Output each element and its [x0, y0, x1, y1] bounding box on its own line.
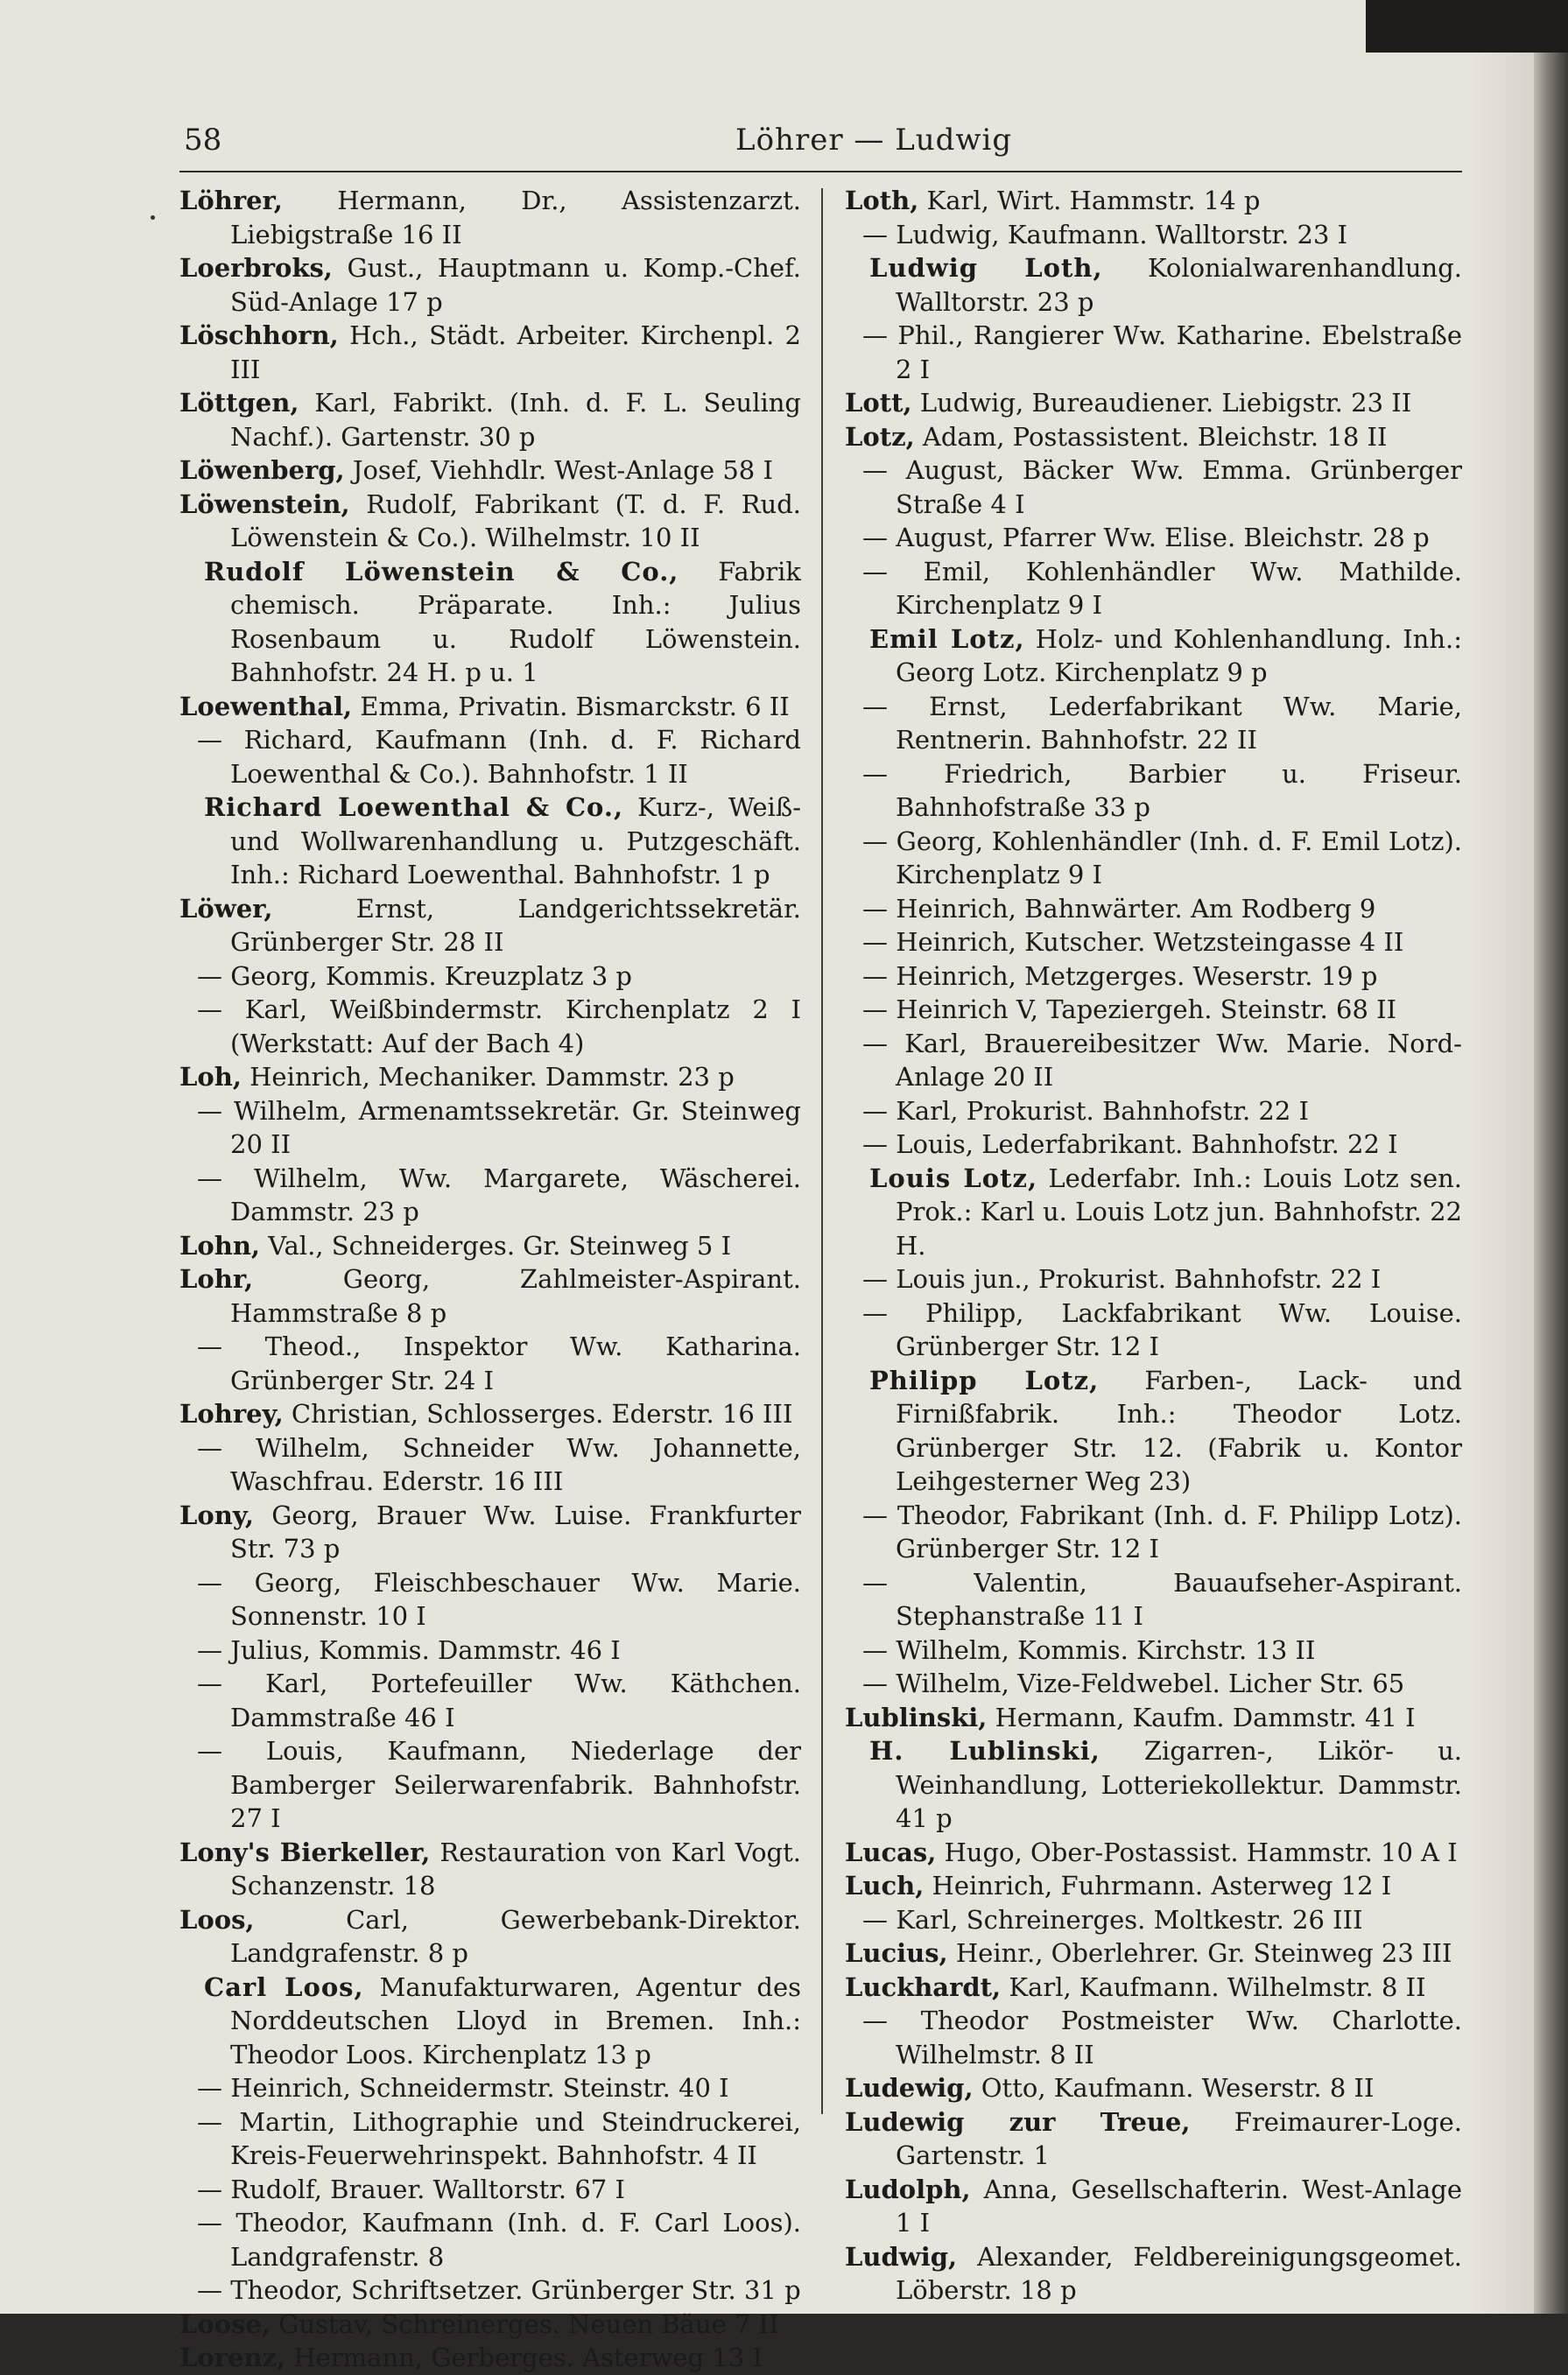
- entry-name: Ludwig,: [845, 2241, 958, 2272]
- entry-name: Luckhardt,: [845, 1971, 1002, 2002]
- entry-details: Carl, Gewerbebank-Direktor. Landgrafenstr. 8 p: [230, 1904, 801, 1968]
- entry-details: — Theodor, Schriftsetzer. Grünberger Str. 31 p: [197, 2275, 801, 2305]
- directory-entry: [179, 790, 801, 892]
- directory-entry: [179, 2173, 801, 2207]
- entry-details: Ludwig, Bureaudiener. Liebigstr. 23 II: [911, 388, 1412, 418]
- directory-entry: [845, 1296, 1462, 1364]
- entry-details: — Georg, Kohlenhändler (Inh. d. F. Emil Lotz). Kirchenplatz 9 I: [862, 826, 1462, 889]
- entry-details: Karl, Fabrikt. (Inh. d. F. L. Seuling Nachf.). Gartenstr. 30 p: [230, 388, 801, 452]
- entry-name: Löttgen,: [179, 388, 299, 418]
- entry-name: Loose,: [179, 2308, 271, 2339]
- entry-details: Heinrich, Fuhrmann. Asterweg 12 I: [924, 1871, 1392, 1901]
- entry-details: Hermann, Gerberges. Asterweg 13 I: [285, 2343, 763, 2372]
- directory-entry: [179, 1734, 801, 1836]
- entry-details: Anna, Gesellschafterin. West-Anlage 1 I: [896, 2174, 1462, 2238]
- entry-details: — Phil., Rangierer Ww. Katharine. Ebelstraße 2 I: [862, 320, 1462, 384]
- directory-entry: [845, 2004, 1462, 2071]
- margin-dot: [151, 215, 155, 220]
- entry-name: Lotz,: [845, 421, 915, 452]
- directory-entry: [179, 993, 801, 1060]
- entry-name: Löwenberg,: [179, 455, 345, 485]
- directory-entry: [179, 251, 801, 319]
- entry-name: Carl Loos,: [204, 1971, 364, 2002]
- entry-details: — Heinrich, Metzgerges. Weserstr. 19 p: [862, 960, 1378, 991]
- entry-details: — Ernst, Lederfabrikant Ww. Marie, Rentnerin. Bahnhofstr. 22 II: [862, 691, 1462, 755]
- directory-entry: [845, 993, 1462, 1027]
- entry-details: Christian, Schlosserges. Ederstr. 16 III: [283, 1399, 793, 1429]
- directory-entry: [845, 2105, 1462, 2173]
- entry-details: — Karl, Weißbindermstr. Kirchenplatz 2 I (Werkstatt: Auf der Bach 4): [197, 994, 801, 1058]
- entry-details: — August, Pfarrer Ww. Elise. Bleichstr. 28 p: [862, 523, 1430, 552]
- directory-entry: [845, 218, 1462, 252]
- directory-entry: [845, 319, 1462, 386]
- entry-details: — August, Bäcker Ww. Emma. Grünberger Straße 4 I: [862, 455, 1462, 519]
- directory-entry: [179, 1094, 801, 1162]
- entry-name: Louis Lotz,: [869, 1163, 1038, 1193]
- directory-entry: [845, 1499, 1462, 1566]
- entry-name: Lohrey,: [179, 1399, 284, 1429]
- entry-details: Lederfabr. Inh.: Louis Lotz sen. Prok.: Karl u. Louis Lotz jun. Bahnhofstr. 22 H.: [896, 1163, 1462, 1261]
- entry-name: Lott,: [845, 388, 912, 418]
- entry-name: Luch,: [845, 1871, 925, 1901]
- entry-details: Restauration von Karl Vogt. Schanzenstr. 18: [230, 1837, 801, 1901]
- entry-details: — Theodor, Kaufmann (Inh. d. F. Carl Loos). Landgrafenstr. 8: [197, 2208, 801, 2272]
- directory-entry: [845, 959, 1462, 994]
- directory-entry: [179, 2308, 801, 2342]
- book-spine: [1534, 0, 1568, 2314]
- scan-background: [1366, 0, 1568, 53]
- directory-entry: [845, 1027, 1462, 1094]
- entry-details: Farben-, Lack- und Firnißfabrik. Inh.: Theodor Lotz. Grünberger Str. 12. (Fabrik u. Kontor Leihgesterner Weg 23): [896, 1365, 1462, 1496]
- entry-details: — Georg, Kommis. Kreuzplatz 3 p: [197, 960, 632, 991]
- entry-details: — Wilhelm, Armenamtssekretär. Gr. Steinweg 20 II: [197, 1095, 801, 1159]
- entry-name: Ludewig,: [845, 2073, 974, 2103]
- directory-entry: [845, 1667, 1462, 1701]
- directory-entry: [179, 2105, 801, 2173]
- page-edge-shadow: [1471, 0, 1534, 2314]
- entry-details: Zigarren-, Likör- u. Weinhandlung, Lotteriekollektur. Dammstr. 41 p: [896, 1736, 1463, 1833]
- entry-name: Emil Lotz,: [869, 623, 1025, 654]
- entry-details: — Theod., Inspektor Ww. Katharina. Grünberger Str. 24 I: [197, 1332, 801, 1395]
- entry-details: Rudolf, Fabrikant (T. d. F. Rud. Löwenstein & Co.). Wilhelmstr. 10 II: [230, 488, 801, 552]
- entry-name: Philipp Lotz,: [869, 1365, 1100, 1395]
- directory-entry: [845, 690, 1462, 757]
- entry-details: Emma, Privatin. Bismarckstr. 6 II: [352, 691, 790, 721]
- entry-details: Heinr., Oberlehrer. Gr. Steinweg 23 III: [947, 1938, 1452, 1968]
- page-header: [184, 123, 1462, 166]
- directory-entry: [179, 723, 801, 790]
- directory-entry: [845, 420, 1462, 454]
- header-rule: [179, 171, 1462, 172]
- directory-entry: [845, 1566, 1462, 1634]
- entry-details: — Heinrich, Kutscher. Wetzsteingasse 4 II: [862, 927, 1404, 957]
- entry-name: Löwer,: [179, 893, 273, 924]
- entry-details: — Karl, Prokurist. Bahnhofstr. 22 I: [862, 1095, 1309, 1126]
- directory-entry: [179, 2206, 801, 2273]
- entry-name: Rudolf Löwenstein & Co.,: [204, 556, 679, 587]
- directory-entry: [845, 251, 1462, 319]
- directory-entry: [179, 959, 801, 994]
- directory-entry: [845, 622, 1462, 690]
- directory-entry: [179, 1566, 801, 1634]
- directory-entry: [179, 184, 801, 251]
- entry-details: — Emil, Kohlenhändler Ww. Mathilde. Kirchenplatz 9 I: [862, 556, 1462, 620]
- directory-entry: [845, 1262, 1462, 1296]
- directory-entry: [845, 925, 1462, 959]
- entry-details: — Richard, Kaufmann (Inh. d. F. Richard Loewenthal & Co.). Bahnhofstr. 1 II: [197, 725, 801, 789]
- directory-entry: [179, 1667, 801, 1734]
- entry-details: Hch., Städt. Arbeiter. Kirchenpl. 2 III: [230, 320, 801, 384]
- directory-entry: [845, 757, 1462, 825]
- entry-details: Hermann, Dr., Assistenzarzt. Liebigstraße 16 II: [230, 186, 801, 249]
- directory-entry: [179, 1903, 801, 1971]
- entry-name: Loth,: [845, 186, 919, 215]
- directory-entry: [845, 555, 1462, 622]
- directory-entry: [179, 892, 801, 959]
- entry-details: — Friedrich, Barbier u. Friseur. Bahnhofstraße 33 p: [862, 758, 1462, 822]
- entry-details: — Karl, Schreinerges. Moltkestr. 26 III: [862, 1904, 1363, 1935]
- entry-details: Val., Schneiderges. Gr. Steinweg 5 I: [260, 1230, 732, 1261]
- entry-name: Lony,: [179, 1500, 254, 1530]
- directory-entry: [179, 1262, 801, 1330]
- entry-details: Hugo, Ober-Postassist. Hammstr. 10 A I: [936, 1837, 1458, 1867]
- directory-entry: [845, 1162, 1462, 1263]
- entry-name: Richard Loewenthal & Co.,: [204, 792, 624, 822]
- directory-entry: [845, 386, 1462, 420]
- directory-entry: [179, 453, 801, 488]
- entry-details: — Ludwig, Kaufmann. Walltorstr. 23 I: [862, 219, 1348, 249]
- directory-entry: [179, 2071, 801, 2105]
- entry-name: Ludolph,: [845, 2174, 971, 2204]
- directory-entry: [845, 453, 1462, 521]
- entry-details: Holz- und Kohlenhandlung. Inh.: Georg Lotz. Kirchenplatz 9 p: [896, 623, 1462, 687]
- entry-name: Lucius,: [845, 1938, 948, 1968]
- entry-details: Heinrich, Mechaniker. Dammstr. 23 p: [241, 1062, 735, 1092]
- entry-name: Löschhorn,: [179, 320, 339, 350]
- directory-entry: [179, 488, 801, 555]
- directory-entry: [179, 1971, 801, 2072]
- directory-entry: [179, 1397, 801, 1431]
- entry-details: — Georg, Fleischbeschauer Ww. Marie. Sonnenstr. 10 I: [197, 1567, 801, 1631]
- entry-name: Loerbroks,: [179, 253, 333, 283]
- directory-entry: [845, 2173, 1462, 2240]
- entry-details: — Philipp, Lackfabrikant Ww. Louise. Grünberger Str. 12 I: [862, 1297, 1462, 1361]
- entry-details: Kurz-, Weiß- und Wollwarenhandlung u. Putzgeschäft. Inh.: Richard Loewenthal. Bahnhofstr. 1 p: [230, 792, 801, 889]
- entry-name: Loewenthal,: [179, 691, 353, 721]
- left-column: [179, 184, 801, 2375]
- entry-details: Gustav, Schreinerges. Neuen Bäue 7 II: [270, 2308, 779, 2339]
- directory-entry: [845, 1094, 1462, 1128]
- directory-entry: [179, 1836, 801, 1903]
- directory-entry: [179, 319, 801, 386]
- entry-details: — Heinrich, Bahnwärter. Am Rodberg 9: [862, 893, 1376, 924]
- entry-details: — Heinrich V, Tapeziergeh. Steinstr. 68 II: [862, 994, 1397, 1024]
- directory-entry: [179, 1634, 801, 1668]
- entry-details: Georg, Brauer Ww. Luise. Frankfurter Str. 73 p: [230, 1500, 801, 1563]
- entry-details: — Louis, Lederfabrikant. Bahnhofstr. 22 I: [862, 1129, 1398, 1159]
- directory-entry: [179, 1229, 801, 1263]
- directory-entry: [845, 1364, 1462, 1499]
- right-column: [845, 184, 1462, 2308]
- directory-entry: [179, 1162, 801, 1229]
- entry-details: Georg, Zahlmeister-Aspirant. Hammstraße 8 p: [230, 1264, 801, 1328]
- entry-details: Kolonialwarenhandlung. Walltorstr. 23 p: [896, 253, 1463, 317]
- entry-details: Hermann, Kaufm. Dammstr. 41 I: [987, 1702, 1416, 1732]
- entry-details: Fabrik chemisch. Präparate. Inh.: Julius Rosenbaum u. Rudolf Löwenstein. Bahnhofstr. 24 H. p u. 1: [230, 556, 801, 687]
- directory-entry: [845, 1734, 1462, 1836]
- directory-entry: [845, 1903, 1462, 1937]
- directory-entry: [179, 1431, 801, 1499]
- directory-entry: [845, 2240, 1462, 2308]
- directory-entry: [179, 2273, 801, 2308]
- entry-details: Freimaurer-Loge. Gartenstr. 1: [896, 2106, 1462, 2170]
- entry-details: — Valentin, Bauaufseher-Aspirant. Stephanstraße 11 I: [862, 1567, 1462, 1631]
- directory-entry: [845, 892, 1462, 926]
- entry-details: — Wilhelm, Vize-Feldwebel. Licher Str. 65: [862, 1669, 1405, 1698]
- entry-details: — Karl, Brauereibesitzer Ww. Marie. Nord-Anlage 20 II: [862, 1028, 1462, 1092]
- entry-details: Ernst, Landgerichtssekretär. Grünberger Str. 28 II: [230, 893, 801, 957]
- column-divider: [821, 188, 823, 2114]
- directory-entry: [845, 825, 1462, 892]
- directory-entry: [179, 1060, 801, 1094]
- directory-entry: [179, 2341, 801, 2375]
- entry-details: Gust., Hauptmann u. Komp.-Chef. Süd-Anlage 17 p: [230, 253, 801, 317]
- entry-name: Loh,: [179, 1062, 242, 1092]
- directory-entry: [845, 1634, 1462, 1668]
- entry-name: Lony's Bierkeller,: [179, 1837, 431, 1867]
- entry-name: Loos,: [179, 1904, 255, 1935]
- entry-details: — Julius, Kommis. Dammstr. 46 I: [197, 1634, 621, 1665]
- directory-entry: [845, 1971, 1462, 2005]
- entry-name: Ludewig zur Treue,: [845, 2106, 1191, 2137]
- entry-details: — Martin, Lithographie und Steindruckerei, Kreis-Feuerwehrinspekt. Bahnhofstr. 4 II: [197, 2106, 801, 2170]
- directory-entry: [845, 521, 1462, 555]
- entry-name: Lorenz,: [179, 2343, 286, 2372]
- entry-details: — Wilhelm, Ww. Margarete, Wäscherei. Dammstr. 23 p: [197, 1163, 801, 1226]
- directory-entry: [179, 1330, 801, 1397]
- entry-details: Alexander, Feldbereinigungsgeomet. Löberstr. 18 p: [896, 2241, 1462, 2305]
- directory-entry: [845, 1936, 1462, 1971]
- directory-entry: [845, 1128, 1462, 1162]
- entry-details: — Rudolf, Brauer. Walltorstr. 67 I: [197, 2174, 625, 2204]
- entry-name: Löwenstein,: [179, 488, 350, 519]
- entry-name: Löhrer,: [179, 186, 283, 215]
- entry-details: Josef, Viehhdlr. West-Anlage 58 I: [344, 455, 773, 485]
- entry-name: Ludwig Loth,: [869, 253, 1103, 283]
- directory-entry: [845, 184, 1462, 218]
- directory-entry: [845, 1869, 1462, 1903]
- entry-name: Lucas,: [845, 1837, 937, 1867]
- directory-entry: [845, 1836, 1462, 1870]
- entry-name: Lublinski,: [845, 1702, 988, 1732]
- entry-details: — Theodor, Fabrikant (Inh. d. F. Philipp Lotz). Grünberger Str. 12 I: [862, 1500, 1462, 1563]
- entry-name: Lohr,: [179, 1264, 254, 1294]
- page-title: Löhrer — Ludwig: [735, 123, 1013, 158]
- entry-details: Otto, Kaufmann. Weserstr. 8 II: [973, 2073, 1375, 2103]
- directory-entry: [179, 386, 801, 453]
- entry-details: Adam, Postassistent. Bleichstr. 18 II: [914, 421, 1388, 452]
- entry-details: — Wilhelm, Kommis. Kirchstr. 13 II: [862, 1634, 1316, 1665]
- page-number: 58: [184, 123, 222, 158]
- entry-details: — Wilhelm, Schneider Ww. Johannette, Waschfrau. Ederstr. 16 III: [197, 1432, 801, 1496]
- entry-details: — Karl, Portefeuiller Ww. Käthchen. Dammstraße 46 I: [197, 1669, 801, 1732]
- entry-details: — Theodor Postmeister Ww. Charlotte. Wilhelmstr. 8 II: [862, 2006, 1462, 2069]
- directory-entry: [845, 1701, 1462, 1735]
- directory-entry: [179, 690, 801, 724]
- entry-details: — Heinrich, Schneidermstr. Steinstr. 40 I: [197, 2073, 729, 2103]
- directory-entry: [845, 2071, 1462, 2105]
- entry-details: Manufakturwaren, Agentur des Norddeutschen Lloyd in Bremen. Inh.: Theodor Loos. Kirchenplatz 13 p: [230, 1971, 802, 2069]
- entry-details: — Louis, Kaufmann, Niederlage der Bamberger Seilerwarenfabrik. Bahnhofstr. 27 I: [197, 1736, 801, 1833]
- entry-details: Karl, Wirt. Hammstr. 14 p: [918, 186, 1261, 215]
- entry-name: H. Lublinski,: [869, 1736, 1100, 1766]
- entry-details: Karl, Kaufmann. Wilhelmstr. 8 II: [1001, 1971, 1426, 2002]
- entry-name: Lohn,: [179, 1230, 260, 1261]
- entry-details: — Louis jun., Prokurist. Bahnhofstr. 22 I: [862, 1264, 1382, 1294]
- directory-entry: [179, 555, 801, 690]
- directory-entry: [179, 1499, 801, 1566]
